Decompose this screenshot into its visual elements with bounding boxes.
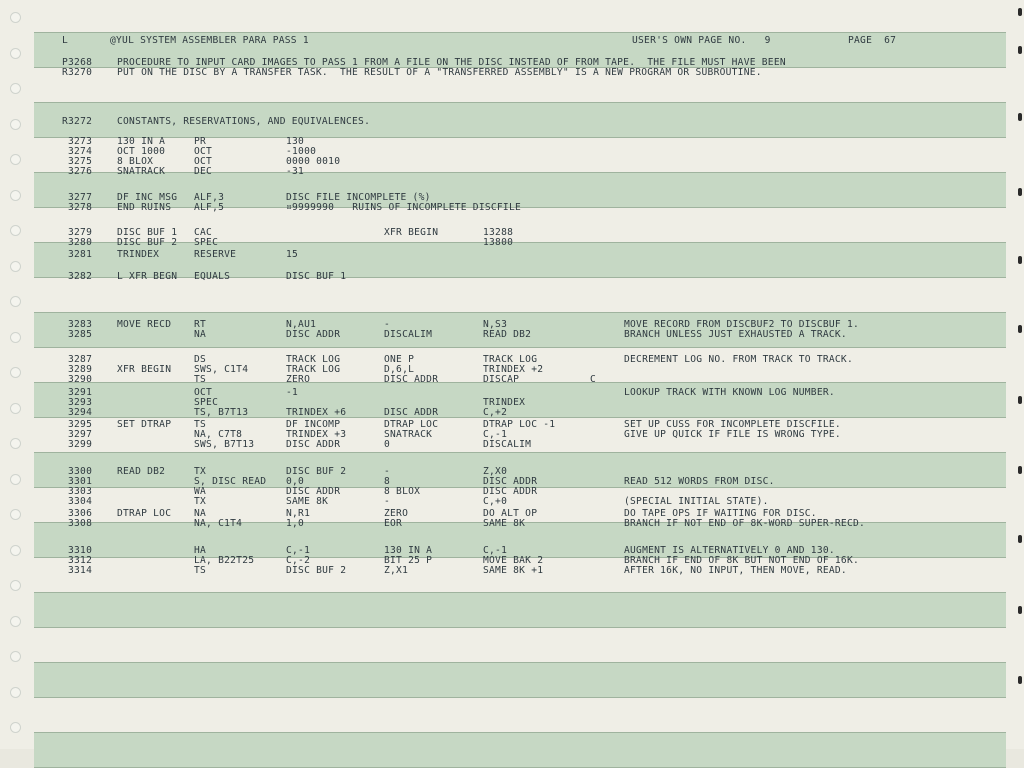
opcode: OCT — [194, 387, 213, 398]
card-number: 3299 — [68, 439, 93, 450]
opcode: OCT — [194, 156, 213, 167]
operand-3: DISCAP — [483, 374, 520, 385]
opcode: S, DISC READ — [194, 476, 267, 487]
card-number: 3279 — [68, 227, 93, 238]
operand-3: TRINDEX — [483, 397, 526, 408]
operand-3: TRACK LOG — [483, 354, 538, 365]
opcode: SPEC — [194, 397, 219, 408]
feed-hole — [10, 12, 21, 23]
page-number: PAGE 67 — [848, 35, 897, 46]
feed-hole — [10, 332, 21, 343]
address-field: 1,0 — [286, 518, 305, 529]
opcode: NA — [194, 508, 207, 519]
operand-2: D,6,L — [384, 364, 415, 375]
card-number: 3297 — [68, 429, 93, 440]
card-number: 3312 — [68, 555, 93, 566]
address-field: 0000 0010 — [286, 156, 341, 167]
right-edge-mark — [1018, 676, 1022, 684]
operand-3: 13800 — [483, 237, 514, 248]
opcode: TS — [194, 419, 207, 430]
right-edge-mark — [1018, 188, 1022, 196]
opcode: SWS, C1T4 — [194, 364, 249, 375]
address-field: -1000 — [286, 146, 317, 157]
opcode: HA — [194, 545, 207, 556]
address-field: TRINDEX +3 — [286, 429, 347, 440]
location-label: 130 IN A — [117, 136, 166, 147]
location-label: READ DB2 — [117, 466, 166, 477]
header-left-marker: L — [62, 35, 69, 46]
opcode: TS — [194, 565, 207, 576]
comment: GIVE UP QUICK IF FILE IS WRONG TYPE. — [624, 429, 841, 440]
card-number: 3287 — [68, 354, 93, 365]
card-number: 3273 — [68, 136, 93, 147]
location-label: OCT 1000 — [117, 146, 166, 157]
address-field: C,-2 — [286, 555, 311, 566]
operand-3: DISC ADDR — [483, 476, 538, 487]
operand-3: DISC ADDR — [483, 486, 538, 497]
operand-2: DISC ADDR — [384, 374, 439, 385]
card-number: 3274 — [68, 146, 93, 157]
address-field: N,R1 — [286, 508, 311, 519]
address-field: DISC ADDR — [286, 329, 341, 340]
location-label: 8 BLOX — [117, 156, 154, 167]
address-field: DF INCOMP — [286, 419, 341, 430]
comment: SET UP CUSS FOR INCOMPLETE DISCFILE. — [624, 419, 841, 430]
operand-3: C,-1 — [483, 429, 508, 440]
operand-2: 8 — [384, 476, 391, 487]
comment: BRANCH UNLESS JUST EXHAUSTED A TRACK. — [624, 329, 847, 340]
card-number: 3301 — [68, 476, 93, 487]
opcode: NA, C7T8 — [194, 429, 243, 440]
operand-2: EOR — [384, 518, 403, 529]
operand-3: SAME 8K — [483, 518, 526, 529]
remark-card-number: R3272 — [62, 116, 93, 127]
remark-text: PROCEDURE TO INPUT CARD IMAGES TO PASS 1 FROM A FILE ON THE DISC INSTEAD OF FROM TAPE. THE FILE MUST HAVE BEEN — [117, 57, 786, 68]
comment: DO TAPE OPS IF WAITING FOR DISC. — [624, 508, 817, 519]
opcode: WA — [194, 486, 207, 497]
operand-3: DO ALT OP — [483, 508, 538, 519]
comment: MOVE RECORD FROM DISCBUF2 TO DISCBUF 1. — [624, 319, 860, 330]
opcode: SPEC — [194, 237, 219, 248]
operand-2: - — [384, 466, 391, 477]
card-number: 3282 — [68, 271, 93, 282]
green-bar-stripe — [34, 662, 1006, 698]
feed-hole — [10, 261, 21, 272]
comment: (SPECIAL INITIAL STATE). — [624, 496, 769, 507]
location-label: L XFR BEGN — [117, 271, 178, 282]
operand-2: BIT 25 P — [384, 555, 433, 566]
location-label: DTRAP LOC — [117, 508, 172, 519]
address-field: -31 — [286, 166, 305, 177]
opcode: ALF,5 — [194, 202, 225, 213]
feed-hole — [10, 296, 21, 307]
opcode: TX — [194, 496, 207, 507]
card-number: 3285 — [68, 329, 93, 340]
operand-2: XFR BEGIN — [384, 227, 439, 238]
operand-3: DTRAP LOC -1 — [483, 419, 556, 430]
card-number: 3283 — [68, 319, 93, 330]
feed-hole — [10, 367, 21, 378]
address-field: ZERO — [286, 374, 311, 385]
opcode: SWS, B7T13 — [194, 439, 255, 450]
address-field: DISC ADDR — [286, 486, 341, 497]
address-field: DISC ADDR — [286, 439, 341, 450]
opcode: ALF,3 — [194, 192, 225, 203]
operand-3: C,+0 — [483, 496, 508, 507]
feed-hole — [10, 722, 21, 733]
right-edge-mark — [1018, 396, 1022, 404]
location-label: XFR BEGIN — [117, 364, 172, 375]
location-label: DISC BUF 2 — [117, 237, 178, 248]
card-number: 3277 — [68, 192, 93, 203]
card-number: 3291 — [68, 387, 93, 398]
opcode: RESERVE — [194, 249, 237, 260]
feed-hole — [10, 580, 21, 591]
operand-2: ONE P — [384, 354, 415, 365]
card-number: 3306 — [68, 508, 93, 519]
stripe-rule — [34, 697, 1006, 698]
address-field: SAME 8K — [286, 496, 329, 507]
card-number: 3293 — [68, 397, 93, 408]
opcode: TX — [194, 466, 207, 477]
feed-hole — [10, 403, 21, 414]
operand-2: 130 IN A — [384, 545, 433, 556]
right-edge-mark — [1018, 113, 1022, 121]
operand-2: DTRAP LOC — [384, 419, 439, 430]
right-edge-mark — [1018, 535, 1022, 543]
card-number: 3278 — [68, 202, 93, 213]
operand-2: 8 BLOX — [384, 486, 421, 497]
green-bar-stripe — [34, 242, 1006, 278]
address-field: -1 — [286, 387, 299, 398]
right-edge-mark — [1018, 46, 1022, 54]
address-field: DISC BUF 1 — [286, 271, 347, 282]
address-field: 0,0 — [286, 476, 305, 487]
opcode: PR — [194, 136, 207, 147]
address-field: 130 — [286, 136, 305, 147]
card-number: 3289 — [68, 364, 93, 375]
address-field: 15 — [286, 249, 299, 260]
card-number: 3310 — [68, 545, 93, 556]
right-edge-mark — [1018, 606, 1022, 614]
feed-hole — [10, 545, 21, 556]
card-number: 3294 — [68, 407, 93, 418]
operand-3: SAME 8K +1 — [483, 565, 544, 576]
card-number: 3290 — [68, 374, 93, 385]
operand-3: TRINDEX +2 — [483, 364, 544, 375]
card-number: 3280 — [68, 237, 93, 248]
location-label: DISC BUF 1 — [117, 227, 178, 238]
opcode: RT — [194, 319, 207, 330]
feed-hole — [10, 225, 21, 236]
opcode: NA, C1T4 — [194, 518, 243, 529]
feed-hole — [10, 190, 21, 201]
location-label: DF INC MSG — [117, 192, 178, 203]
address-field: TRACK LOG — [286, 354, 341, 365]
stripe-rule — [34, 137, 1006, 138]
remark-text: CONSTANTS, RESERVATIONS, AND EQUIVALENCES. — [117, 116, 371, 127]
location-label: MOVE RECD — [117, 319, 172, 330]
address-field: TRACK LOG — [286, 364, 341, 375]
address-field: DISC FILE INCOMPLETE (%) — [286, 192, 431, 203]
card-number: 3314 — [68, 565, 93, 576]
remark-text: PUT ON THE DISC BY A TRANSFER TASK. THE RESULT OF A "TRANSFERRED ASSEMBLY" IS A NEW PROGRAM OR SUBROUTINE. — [117, 67, 762, 78]
card-number: 3300 — [68, 466, 93, 477]
operand-3: Z,X0 — [483, 466, 508, 477]
address-field: DISC BUF 2 — [286, 466, 347, 477]
opcode: EQUALS — [194, 271, 231, 282]
address-field: DISC BUF 2 — [286, 565, 347, 576]
card-number: 3295 — [68, 419, 93, 430]
feed-hole — [10, 651, 21, 662]
green-bar-stripe — [34, 592, 1006, 628]
operand-3: 13288 — [483, 227, 514, 238]
right-edge-mark — [1018, 256, 1022, 264]
comment: BRANCH IF END OF 8K BUT NOT END OF 16K. — [624, 555, 860, 566]
opcode: OCT — [194, 146, 213, 157]
operand-3: MOVE BAK 2 — [483, 555, 544, 566]
stripe-rule — [34, 417, 1006, 418]
address-field: N,AU1 — [286, 319, 317, 330]
opcode: NA — [194, 329, 207, 340]
card-number: 3303 — [68, 486, 93, 497]
card-number: 3275 — [68, 156, 93, 167]
comment: C — [590, 374, 597, 385]
comment: BRANCH IF NOT END OF 8K-WORD SUPER-RECD. — [624, 518, 866, 529]
card-number: 3281 — [68, 249, 93, 260]
comment: READ 512 WORDS FROM DISC. — [624, 476, 775, 487]
operand-3: C,+2 — [483, 407, 508, 418]
operand-2: - — [384, 319, 391, 330]
comment: AUGMENT IS ALTERNATIVELY 0 AND 130. — [624, 545, 835, 556]
operand-2: ZERO — [384, 508, 409, 519]
right-edge-mark — [1018, 8, 1022, 16]
operand-2: Z,X1 — [384, 565, 409, 576]
feed-hole — [10, 509, 21, 520]
comment: DECREMENT LOG NO. FROM TRACK TO TRACK. — [624, 354, 853, 365]
address-field: C,-1 — [286, 545, 311, 556]
feed-hole — [10, 119, 21, 130]
operand-2: SNATRACK — [384, 429, 433, 440]
operand-2: 0 — [384, 439, 391, 450]
location-label: TRINDEX — [117, 249, 160, 260]
location-label: SNATRACK — [117, 166, 166, 177]
feed-hole — [10, 687, 21, 698]
location-label: SET DTRAP — [117, 419, 172, 430]
feed-hole — [10, 438, 21, 449]
operand-3: DISCALIM — [483, 439, 532, 450]
address-field: ¤9999990 RUINS OF INCOMPLETE DISCFILE — [286, 202, 522, 213]
feed-hole — [10, 474, 21, 485]
comment: LOOKUP TRACK WITH KNOWN LOG NUMBER. — [624, 387, 835, 398]
opcode: CAC — [194, 227, 213, 238]
feed-hole — [10, 48, 21, 59]
operand-3: READ DB2 — [483, 329, 532, 340]
remark-card-number: P3268 — [62, 57, 93, 68]
card-number: 3276 — [68, 166, 93, 177]
users-own-page-number: USER'S OWN PAGE NO. 9 — [632, 35, 771, 46]
operand-2: - — [384, 496, 391, 507]
comment: AFTER 16K, NO INPUT, THEN MOVE, READ. — [624, 565, 847, 576]
remark-card-number: R3270 — [62, 67, 93, 78]
right-edge-mark — [1018, 325, 1022, 333]
stripe-rule — [34, 627, 1006, 628]
card-number: 3308 — [68, 518, 93, 529]
opcode: DS — [194, 354, 207, 365]
opcode: TS — [194, 374, 207, 385]
green-bar-stripe — [34, 732, 1006, 768]
operand-2: DISC ADDR — [384, 407, 439, 418]
operand-2: DISCALIM — [384, 329, 433, 340]
opcode: DEC — [194, 166, 213, 177]
opcode: LA, B22T25 — [194, 555, 255, 566]
opcode: TS, B7T13 — [194, 407, 249, 418]
feed-hole — [10, 616, 21, 627]
operand-3: N,S3 — [483, 319, 508, 330]
address-field: TRINDEX +6 — [286, 407, 347, 418]
operand-3: C,-1 — [483, 545, 508, 556]
feed-hole — [10, 83, 21, 94]
right-edge-mark — [1018, 466, 1022, 474]
card-number: 3304 — [68, 496, 93, 507]
stripe-rule — [34, 277, 1006, 278]
stripe-rule — [34, 347, 1006, 348]
page-title: @YUL SYSTEM ASSEMBLER PARA PASS 1 — [110, 35, 309, 46]
location-label: END RUINS — [117, 202, 172, 213]
feed-hole — [10, 154, 21, 165]
